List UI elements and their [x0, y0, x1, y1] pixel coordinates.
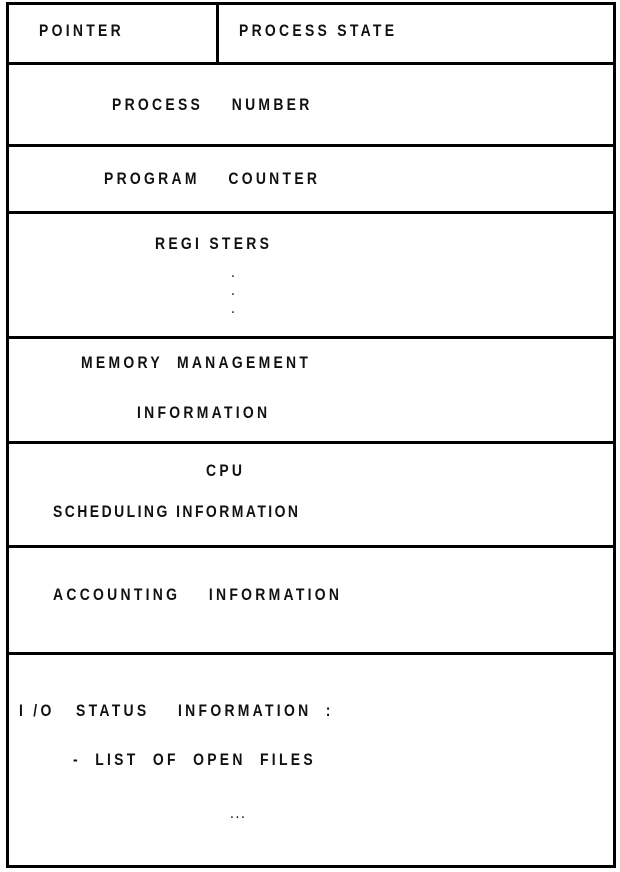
- pointer-cell: [9, 5, 219, 62]
- row-pointer-state: [9, 5, 613, 65]
- io-status-label: I /O STATUS INFORMATION :: [19, 701, 334, 720]
- cpu-label: CPU: [206, 461, 246, 480]
- program-counter-label: PROGRAM COUNTER: [104, 169, 321, 188]
- process-state-cell: [219, 5, 613, 62]
- memory-management-line2: INFORMATION: [137, 403, 271, 422]
- registers-dot-3: .: [231, 298, 239, 317]
- row-memory-management: [9, 339, 613, 444]
- row-accounting: [9, 548, 613, 655]
- open-files-item: - LIST OF OPEN FILES: [73, 750, 316, 769]
- memory-management-line1: MEMORY MANAGEMENT: [81, 353, 312, 372]
- row-program-counter: [9, 147, 613, 214]
- accounting-information-label: ACCOUNTING INFORMATION: [53, 585, 343, 604]
- row-io-status: [9, 655, 613, 868]
- process-control-block: [6, 2, 616, 868]
- row-cpu-scheduling: [9, 444, 613, 548]
- registers-label: REGI STERS: [155, 234, 273, 253]
- process-state-label: PROCESS STATE: [239, 21, 398, 40]
- scheduling-information-label: SCHEDULING INFORMATION: [53, 502, 301, 521]
- row-process-number: [9, 65, 613, 147]
- registers-dot-1: .: [231, 262, 239, 281]
- process-number-label: PROCESS NUMBER: [112, 95, 313, 114]
- registers-dot-2: .: [231, 280, 239, 299]
- row-registers: [9, 214, 613, 339]
- io-ellipsis: ...: [230, 803, 247, 822]
- pointer-label: POINTER: [39, 21, 124, 40]
